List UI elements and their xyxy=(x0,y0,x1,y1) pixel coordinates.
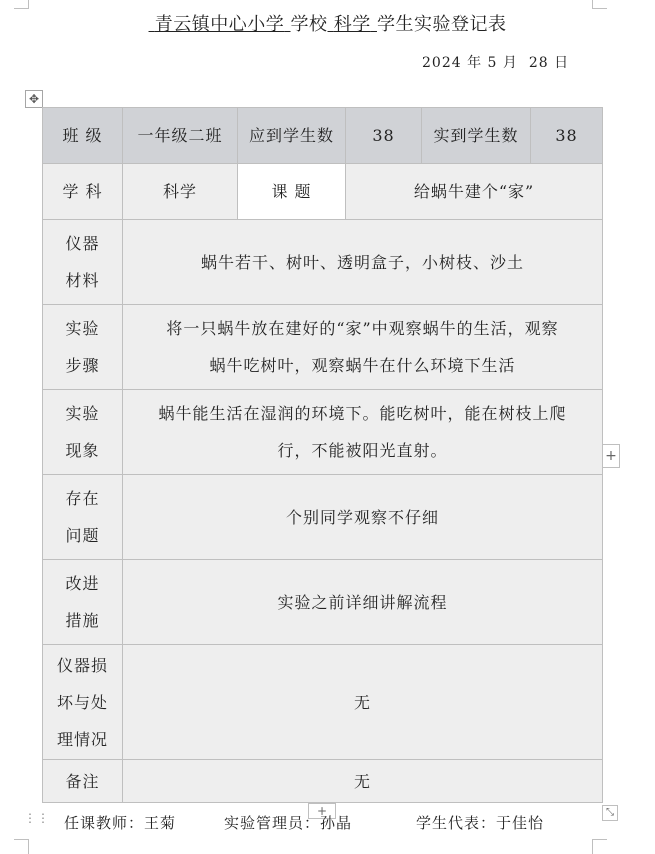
steps-label-line-1: 实验 xyxy=(65,319,100,338)
date-day-unit: 日 xyxy=(554,55,570,71)
problems-label-line-1: 存在 xyxy=(65,489,100,508)
damage-label-line-1: 仪器损 xyxy=(56,655,108,675)
phenomena-value[interactable] xyxy=(123,390,603,475)
title-subject: 科学 xyxy=(333,14,371,35)
remarks-label: 备注 xyxy=(43,760,123,803)
record-date xyxy=(422,52,569,72)
add-row-plus-icon[interactable]: + xyxy=(308,803,336,819)
phenomena-value-line-1: 蜗牛能生活在湿润的环境下。能吃树叶，能在树枝上爬 xyxy=(158,404,567,423)
phenomena-label-line-1: 实验 xyxy=(65,404,100,423)
resize-diagonal-icon[interactable]: ⤡ xyxy=(602,805,618,821)
class-label: 班 级 xyxy=(43,108,123,164)
table-row-remarks xyxy=(43,760,603,803)
remarks-value[interactable]: 无 xyxy=(123,760,603,803)
damage-label xyxy=(43,645,123,760)
topic-value[interactable]: 给蜗牛建个“家” xyxy=(346,164,603,220)
expected-students-value[interactable]: 38 xyxy=(346,108,422,164)
move-arrows-icon[interactable]: ✥ xyxy=(25,90,43,108)
table-row-phenomena xyxy=(43,390,603,475)
steps-label xyxy=(43,305,123,390)
damage-label-line-3: 理情况 xyxy=(56,729,108,749)
footer-teacher: 任课教师：王菊 xyxy=(64,814,177,832)
table-row-problems xyxy=(43,475,603,560)
table-row-class xyxy=(43,108,603,164)
materials-label xyxy=(43,220,123,305)
steps-value-line-2: 蜗牛吃树叶，观察蜗牛在什么环境下生活 xyxy=(209,356,516,375)
actual-students-value[interactable]: 38 xyxy=(531,108,603,164)
problems-label-line-2: 问题 xyxy=(65,526,100,545)
damage-value[interactable]: 无 xyxy=(123,645,603,760)
page-title xyxy=(0,10,655,36)
title-school: 青云镇中心小学 xyxy=(154,14,285,35)
page-corner-bottom-left xyxy=(14,839,29,854)
phenomena-value-line-2: 行，不能被阳光直射。 xyxy=(277,441,448,460)
steps-value-line-1: 将一只蜗牛放在建好的“家”中观察蜗牛的生活，观察 xyxy=(166,319,559,338)
date-year: 2024 xyxy=(422,55,462,71)
expected-students-label: 应到学生数 xyxy=(238,108,346,164)
footer-lab-manager: 实验管理员：孙晶 xyxy=(224,814,353,832)
date-month-unit: 月 xyxy=(502,55,518,71)
improvements-value[interactable]: 实验之前详细讲解流程 xyxy=(123,560,603,645)
materials-label-line-1: 仪器 xyxy=(65,234,100,253)
page-corner-top-right xyxy=(592,0,607,9)
table-row-subject xyxy=(43,164,603,220)
date-year-unit: 年 xyxy=(467,55,483,71)
improvements-label-line-1: 改进 xyxy=(65,574,100,593)
subject-label: 学 科 xyxy=(43,164,123,220)
experiment-record-table xyxy=(42,107,603,803)
steps-label-line-2: 步骤 xyxy=(65,356,100,375)
actual-students-label: 实到学生数 xyxy=(422,108,531,164)
table-row-steps xyxy=(43,305,603,390)
page-corner-bottom-right xyxy=(592,839,607,854)
improvements-label xyxy=(43,560,123,645)
page-corner-top-left xyxy=(14,0,29,9)
phenomena-label-line-2: 现象 xyxy=(65,441,100,460)
subject-value[interactable]: 科学 xyxy=(123,164,238,220)
footer-student-rep: 学生代表：于佳怡 xyxy=(416,814,545,832)
improvements-label-line-2: 措施 xyxy=(65,611,100,630)
date-month: 5 xyxy=(487,55,498,71)
title-suffix: 学生实验登记表 xyxy=(376,14,507,35)
materials-value[interactable]: 蜗牛若干、树叶、透明盒子，小树枝、沙土 xyxy=(123,220,603,305)
steps-value[interactable] xyxy=(123,305,603,390)
title-school-suffix: 学校 xyxy=(290,14,328,35)
phenomena-label xyxy=(43,390,123,475)
table-row-materials xyxy=(43,220,603,305)
problems-value[interactable]: 个别同学观察不仔细 xyxy=(123,475,603,560)
table-row-damage xyxy=(43,645,603,760)
class-value[interactable]: 一年级二班 xyxy=(123,108,238,164)
date-day: 28 xyxy=(528,55,549,71)
topic-label: 课 题 xyxy=(238,164,346,220)
drag-dots-icon[interactable]: ⋮⋮ xyxy=(24,811,50,825)
problems-label xyxy=(43,475,123,560)
materials-label-line-2: 材料 xyxy=(65,271,100,290)
add-column-plus-icon[interactable]: + xyxy=(602,444,620,468)
damage-label-line-2: 坏与处 xyxy=(56,692,108,712)
table-row-improvements xyxy=(43,560,603,645)
